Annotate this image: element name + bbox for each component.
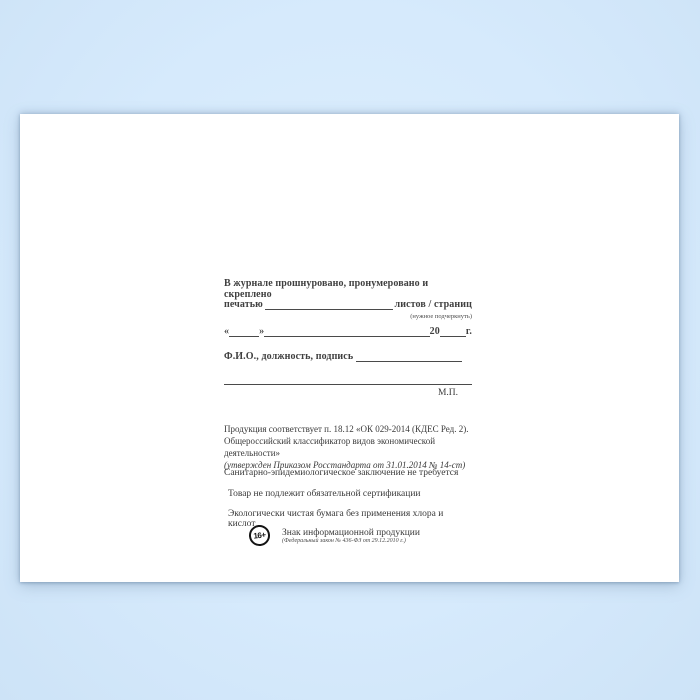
extra-blank-line bbox=[224, 376, 472, 385]
quote-open: « bbox=[224, 326, 230, 337]
info-sign-label: Знак информационной продукции bbox=[282, 528, 420, 538]
day-blank-field bbox=[229, 328, 259, 337]
product-compliance-line1: Продукция соответствует п. 18.12 «ОК 029-2014 (КДЕС Ред. 2). bbox=[224, 424, 469, 434]
product-compliance-line2: Общероссийский классификатор видов экономической деятельности» bbox=[224, 436, 436, 458]
underline-needed-note: (нужное подчеркнуть) bbox=[410, 313, 472, 320]
seal-blank-field bbox=[265, 301, 393, 310]
eco-paper-statement: Экологически чистая бумага без применения хлора и кислот bbox=[228, 509, 444, 529]
extra-blank-field bbox=[224, 376, 472, 385]
info-sign-law-note: (Федеральный закон № 436-ФЗ от 29.12.2010 г.) bbox=[282, 538, 406, 544]
quote-close: » bbox=[259, 326, 265, 337]
signature-line bbox=[224, 351, 472, 362]
year-suffix: г. bbox=[465, 326, 472, 337]
product-compliance-block bbox=[224, 423, 472, 471]
age-16plus-icon: 16+ bbox=[248, 524, 271, 547]
sheets-pages-label: листов / страниц bbox=[394, 299, 472, 310]
product-compliance-line3: (утвержден Приказом Росстандарта от 31.01.2014 № 14-ст) bbox=[224, 460, 466, 470]
seal-line bbox=[224, 299, 472, 320]
document-page bbox=[20, 114, 679, 582]
date-line bbox=[224, 326, 472, 337]
year-prefix: 20 bbox=[429, 326, 440, 337]
certification-statement: Товар не подлежит обязательной сертификации bbox=[228, 489, 421, 499]
signature-blank-field bbox=[356, 353, 462, 362]
journal-binding-line: В журнале прошнуровано, пронумеровано и скреплено bbox=[224, 278, 429, 300]
sanitary-statement: Санитарно-эпидемиологическое заключение не требуется bbox=[224, 468, 459, 478]
stamp-place-abbr: М.П. bbox=[437, 388, 458, 398]
info-sign-block bbox=[224, 525, 472, 551]
seal-prefix-label: печатью bbox=[224, 299, 263, 310]
signature-label: Ф.И.О., должность, подпись bbox=[224, 351, 354, 362]
year-blank-field bbox=[440, 328, 466, 337]
month-blank-field bbox=[264, 328, 429, 337]
